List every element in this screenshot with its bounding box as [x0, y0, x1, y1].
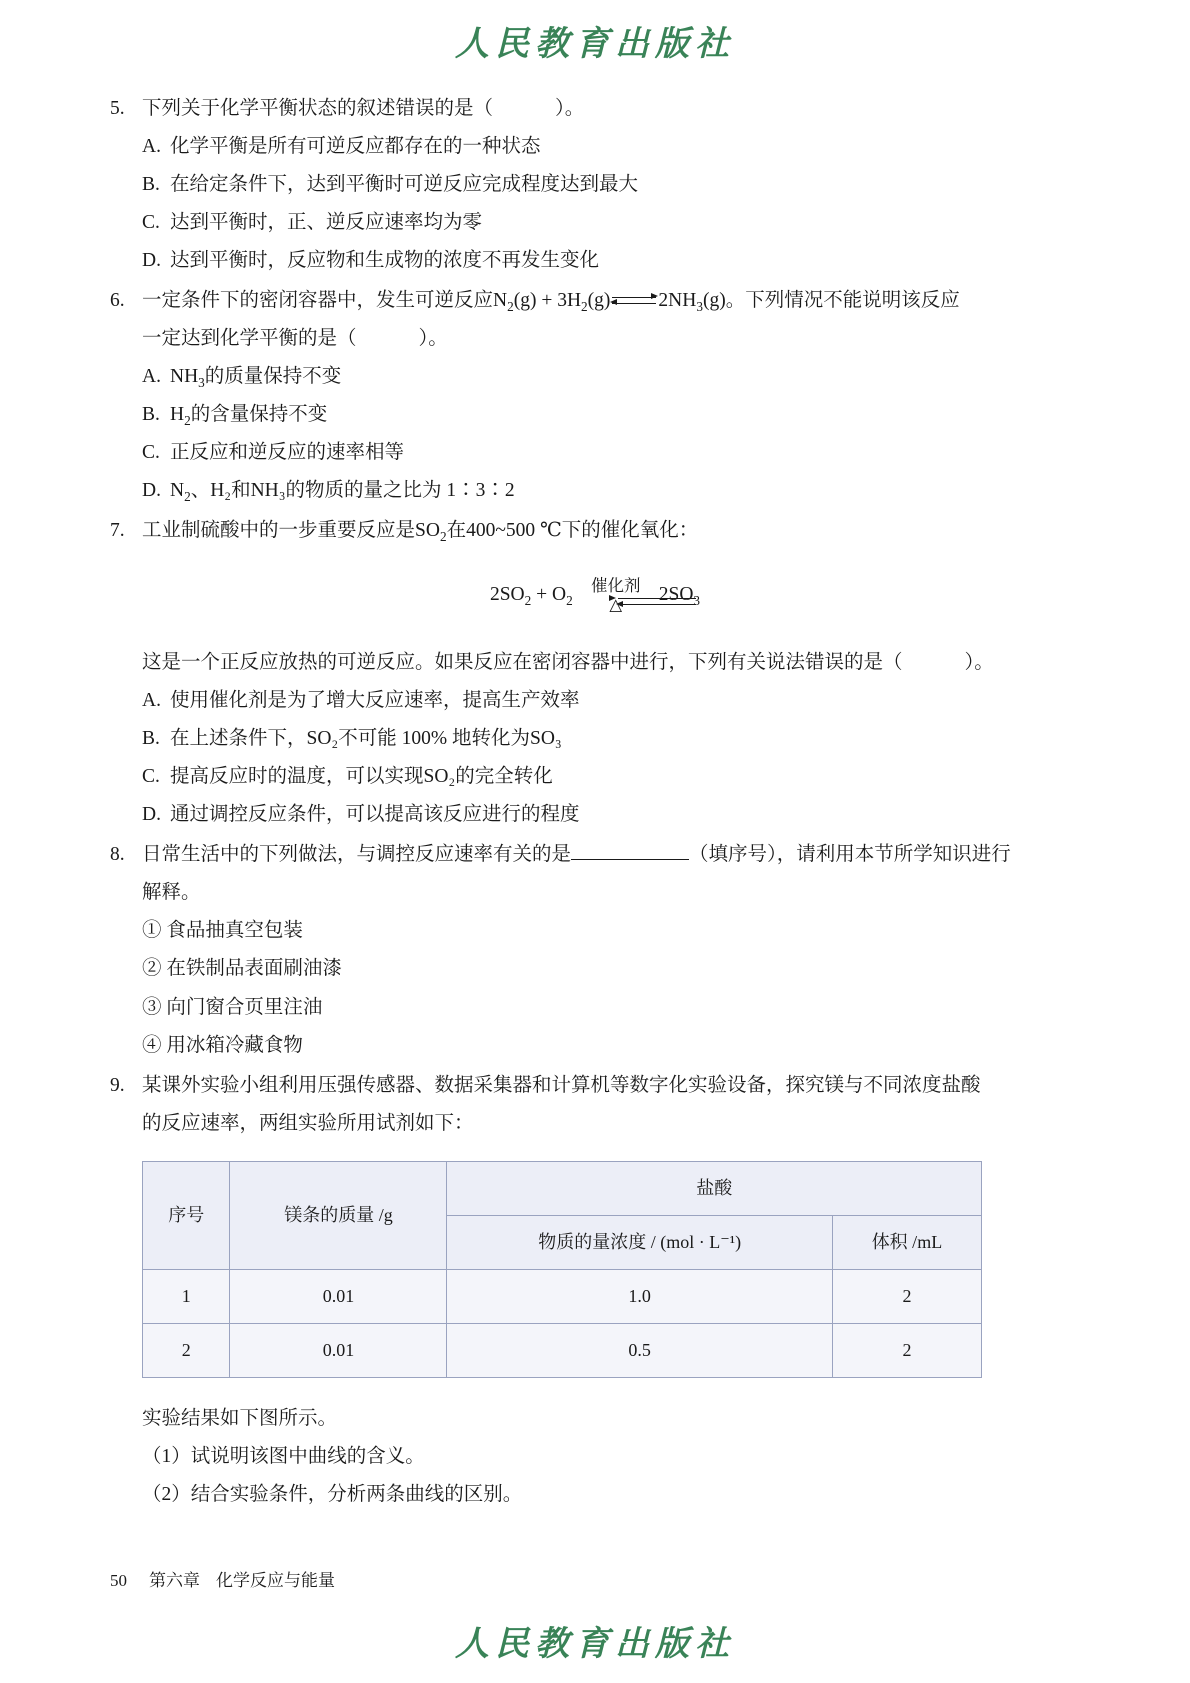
q8-stem-b: （填序号），请利用本节所学知识进行 [689, 844, 1011, 866]
table-col-mg-mass: 镁条的质量 /g [230, 1161, 447, 1269]
question-9-sub-2: （2）结合实验条件，分析两条曲线的区别。 [142, 1483, 523, 1505]
table-body [143, 1269, 982, 1377]
question-6-option-d [142, 472, 1080, 510]
footer-page-number: 50 [110, 1571, 127, 1590]
table-header [143, 1161, 982, 1269]
question-8-item-4: ④ 用冰箱冷藏食物 [142, 1034, 303, 1056]
question-8-item-3: ③ 向门窗合页里注油 [142, 996, 323, 1018]
question-7 [110, 512, 1080, 834]
option-label: C. [142, 212, 160, 234]
cell-index: 2 [143, 1323, 230, 1377]
option-label: D. [142, 480, 161, 502]
cell-mg-mass: 0.01 [230, 1323, 447, 1377]
experiment-reagents-table [142, 1161, 982, 1378]
question-6-stem [110, 282, 1080, 320]
option-text: 提高反应时的温度，可以实现SO₂的完全转化 [170, 766, 553, 788]
question-5-option-d [142, 242, 1080, 280]
option-label: A. [142, 690, 161, 712]
option-text: 达到平衡时，正、逆反应速率均为零 [170, 212, 483, 234]
cell-volume: 2 [832, 1269, 981, 1323]
reaction-right-sub: 3 [693, 593, 701, 609]
q6-stem-mid-1: (g) + 3H [513, 290, 582, 312]
catalytic-oxidation-equation [110, 576, 1080, 614]
footer-chapter: 第六章 [149, 1571, 200, 1590]
option-label: B. [142, 404, 160, 426]
cell-volume: 2 [832, 1323, 981, 1377]
question-5-stem-text [142, 90, 1080, 128]
option-label: C. [142, 766, 160, 788]
question-6-option-c [142, 434, 1080, 472]
table-header-row-1 [143, 1161, 982, 1215]
reaction-right: 2SO [658, 584, 694, 606]
question-8-fill-blank[interactable] [571, 840, 689, 861]
q6-line2-a: 一定达到化学平衡的是（ [142, 328, 357, 350]
option-text [170, 472, 1080, 510]
question-7-number: 7. [110, 520, 125, 542]
option-formula: N [170, 480, 185, 502]
option-label: A. [142, 136, 161, 158]
question-8 [110, 836, 1080, 1064]
option-formula-sub: 2 [184, 489, 191, 505]
question-9-note: 实验结果如下图所示。 [142, 1407, 338, 1429]
publisher-mark-bottom: 人民教育出版社 [455, 1626, 735, 1663]
option-text: 化学平衡是所有可逆反应都存在的一种状态 [170, 136, 541, 158]
table-col-concentration: 物质的量浓度 / (mol · L⁻¹) [447, 1215, 832, 1269]
question-6-option-b [142, 396, 1080, 434]
option-label: C. [142, 442, 160, 464]
question-5-option-b [142, 166, 1080, 204]
question-6-option-a [142, 358, 1080, 396]
q7-stem-a: 工业制硫酸中的一步重要反应是SO [142, 520, 440, 542]
table-col-hcl-group: 盐酸 [447, 1161, 982, 1215]
option-label: A. [142, 366, 161, 388]
reaction-equilibrium-arrow-icon [575, 577, 657, 614]
question-6-stem-text [142, 282, 1080, 320]
option-formula-sub: 2 [184, 413, 191, 429]
option-label: B. [142, 174, 160, 196]
option-label: D. [142, 250, 161, 272]
question-5-stem-part-a: 下列关于化学平衡状态的叙述错误的是（ [142, 98, 494, 119]
page-footer [110, 1566, 335, 1591]
cell-concentration: 0.5 [447, 1323, 832, 1377]
question-8-stem [110, 836, 1080, 874]
page-content [110, 0, 1080, 1514]
question-8-stem-line2: 解释。 [142, 882, 201, 904]
q8-stem-a: 日常生活中的下列做法，与调控反应速率有关的是 [142, 844, 572, 866]
q6-stem-mid-2: (g) [587, 290, 611, 312]
q6-sub-2: 2 [581, 298, 588, 314]
option-label: B. [142, 728, 160, 750]
reaction-left-sub: 2 [524, 593, 532, 609]
option-text: 在上述条件下，SO₂不可能 100% 地转化为SO₃ [170, 728, 562, 750]
reaction-plus-sub: 2 [566, 593, 573, 609]
footer-chapter-title: 化学反应与能量 [216, 1571, 335, 1590]
table-row [143, 1323, 982, 1377]
table-col-volume: 体积 /mL [832, 1215, 981, 1269]
option-tail-text: 的含量保持不变 [190, 404, 328, 426]
question-7-option-d [142, 796, 1080, 834]
question-9-stem [110, 1067, 1080, 1105]
question-5-number: 5. [110, 98, 125, 119]
question-5 [110, 90, 1080, 280]
option-label: D. [142, 804, 161, 826]
table-col-index: 序号 [143, 1161, 230, 1269]
question-9-sub-1: （1）试说明该图中曲线的含义。 [142, 1445, 425, 1467]
q6-stem-mid-3: 2NH [658, 290, 697, 312]
question-9-number: 9. [110, 1074, 125, 1096]
question-6-number: 6. [110, 290, 125, 312]
option-text: 在给定条件下，达到平衡时可逆反应完成程度达到最大 [170, 174, 639, 196]
option-text: 正反应和逆反应的速率相等 [170, 442, 405, 464]
q6-sub-3: 3 [696, 298, 703, 314]
option-text: 达到平衡时，反应物和生成物的浓度不再发生变化 [170, 250, 600, 272]
question-7-option-b [142, 720, 1080, 758]
question-7-stem [110, 512, 1080, 550]
q6-line2-b: ）。 [418, 328, 448, 350]
q7-after-a: 这是一个正反应放热的可逆反应。如果反应在密闭容器中进行，下列有关说法错误的是（ [142, 652, 903, 674]
table-row [143, 1269, 982, 1323]
option-tail-text: 、H₂和NH₃的物质的量之比为 1∶3∶2 [190, 480, 515, 502]
question-7-option-a [142, 682, 1080, 720]
q6-sub-1: 2 [507, 298, 514, 314]
question-5-stem [110, 90, 1080, 128]
reaction-plus: + O [531, 584, 567, 606]
option-text: 通过调控反应条件，可以提高该反应进行的程度 [170, 804, 580, 826]
question-9 [110, 1067, 1080, 1514]
option-text [170, 396, 1080, 434]
question-8-number: 8. [110, 844, 125, 866]
option-text: 使用催化剂是为了增大反应速率，提高生产效率 [170, 690, 580, 712]
option-formula: H [170, 404, 185, 426]
option-formula-sub: 3 [198, 375, 205, 390]
question-5-stem-part-b: ）。 [555, 98, 585, 119]
cell-index: 1 [143, 1269, 230, 1323]
question-6 [110, 282, 1080, 510]
equilibrium-arrow-icon [610, 292, 658, 312]
publisher-mark-top: 人民教育出版社 [455, 26, 735, 63]
question-7-followup [142, 644, 1080, 682]
question-7-stem-text [142, 512, 1080, 550]
question-5-option-c [142, 204, 1080, 242]
option-text [170, 358, 1080, 396]
cell-mg-mass: 0.01 [230, 1269, 447, 1323]
reaction-condition-above: 催化剂 [590, 576, 641, 596]
question-9-stem-line1: 某课外实验小组利用压强传感器、数据采集器和计算机等数字化实验设备，探究镁与不同浓度盐酸 [142, 1074, 981, 1096]
question-5-option-a [142, 128, 1080, 166]
reaction-condition-below: △ [609, 595, 623, 615]
cell-concentration: 1.0 [447, 1269, 832, 1323]
q6-stem-mid-4: (g)。下列情况不能说明该反应 [702, 290, 960, 312]
q7-after-b: ）。 [964, 652, 994, 674]
question-6-stem-line2 [142, 320, 1080, 358]
question-8-item-2: ② 在铁制品表面刷油漆 [142, 958, 342, 980]
reaction-left: 2SO [489, 584, 525, 606]
q7-stem-sub: 2 [439, 529, 447, 545]
question-7-option-c [142, 758, 1080, 796]
option-formula: NH [170, 366, 199, 388]
question-9-stem-line2: 的反应速率，两组实验所用试剂如下： [142, 1112, 474, 1134]
q6-stem-pre: 一定条件下的密闭容器中，发生可逆反应N [142, 290, 508, 312]
q7-stem-b: 在400~500 ℃下的催化氧化： [446, 520, 699, 542]
option-tail-text: 的质量保持不变 [204, 366, 342, 388]
question-8-stem-text [142, 836, 1080, 874]
question-8-item-1: ① 食品抽真空包装 [142, 920, 303, 942]
